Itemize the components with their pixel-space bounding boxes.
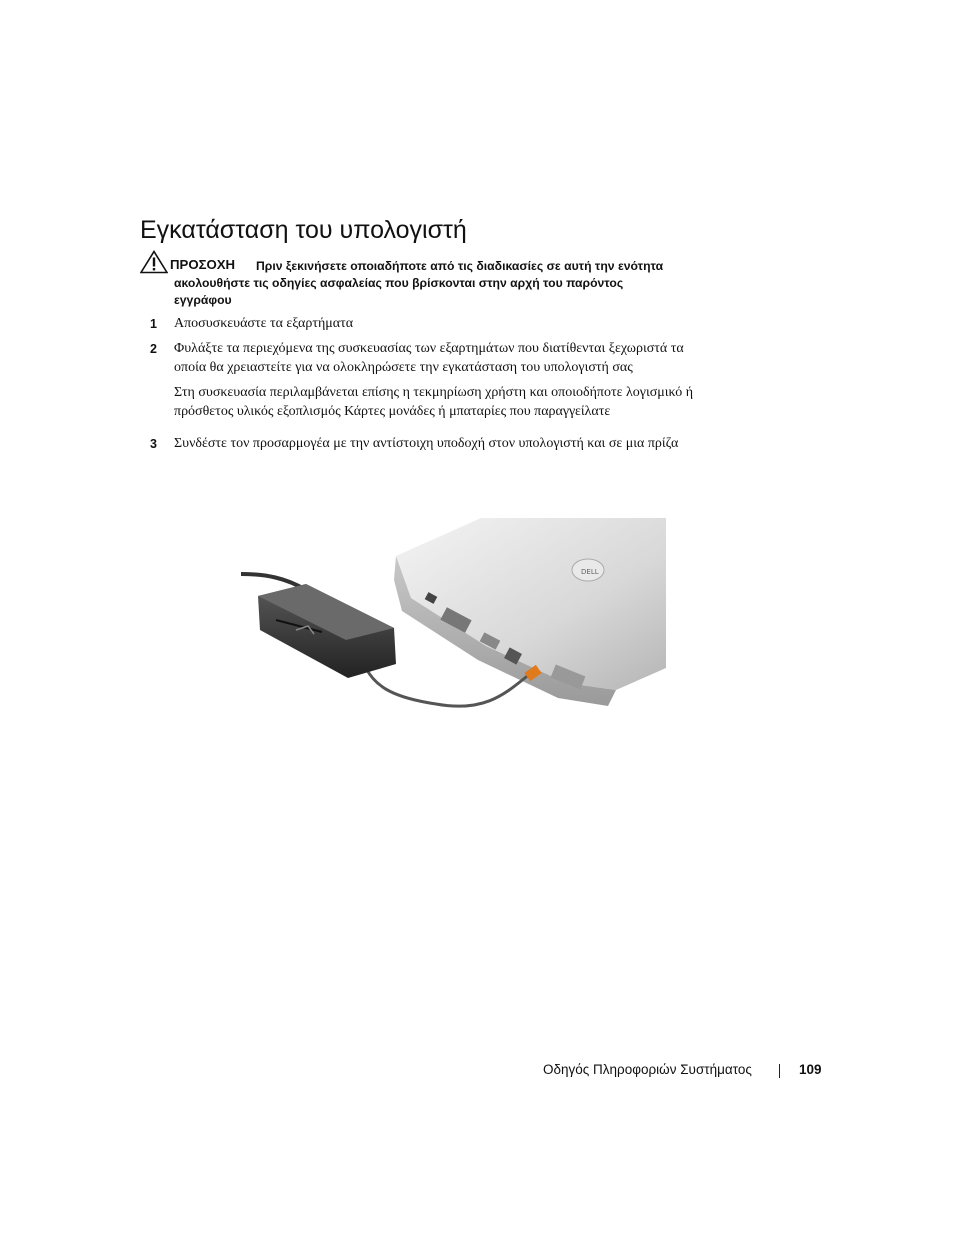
power-cable [366,668,531,706]
step-2-text-line-1: Φυλάξτε τα περιεχόμενα της συσκευασίας των εξαρτημάτων που διατίθενται ξεχωριστά τα [174,341,684,356]
step-3-text: Συνδέστε τον προσαρμογέα με την αντίστοιχη υποδοχή στον υπολογιστή και σε μια πρίζα [174,436,679,451]
step-number-3: 3 [150,437,157,451]
page-number: 109 [799,1062,822,1077]
step-2-note-line-1: Στη συσκευασία περιλαμβάνεται επίσης η τεκμηρίωση χρήστη και οποιοδήποτε λογισμικό ή [174,385,694,400]
footer-separator [779,1064,780,1078]
page-title: Εγκατάσταση του υπολογιστή [140,216,467,244]
footer-title: Οδηγός Πληροφοριών Συστήματος [543,1062,752,1077]
svg-text:DELL: DELL [581,568,599,576]
warning-triangle-icon [140,250,168,274]
step-number-2: 2 [150,342,157,356]
ac-adapter [258,584,396,678]
step-1-text: Αποσυσκευάστε τα εξαρτήματα [174,316,354,331]
caution-text-line-1: Πριν ξεκινήσετε οποιαδήποτε από τις διαδικασίες σε αυτή την ενότητα [256,259,664,273]
caution-label: ΠΡΟΣΟΧΗ [170,257,236,272]
step-2-note-line-2: πρόσθετος υλικός εξοπλισμός Κάρτες μονάδες ή μπαταρίες που παραγγείλατε [174,404,611,419]
caution-text-line-2: ακολουθήστε τις οδηγίες ασφαλείας που βρίσκονται στην αρχή του παρόντος [174,276,624,290]
laptop-adapter-illustration [236,518,666,728]
step-number-1: 1 [150,317,157,331]
caution-text-line-3: εγγράφου [174,293,232,307]
step-2-text-line-2: οποία θα χρειαστείτε για να ολοκληρώσετε την εγκατάσταση του υπολογιστή σας [174,360,633,375]
